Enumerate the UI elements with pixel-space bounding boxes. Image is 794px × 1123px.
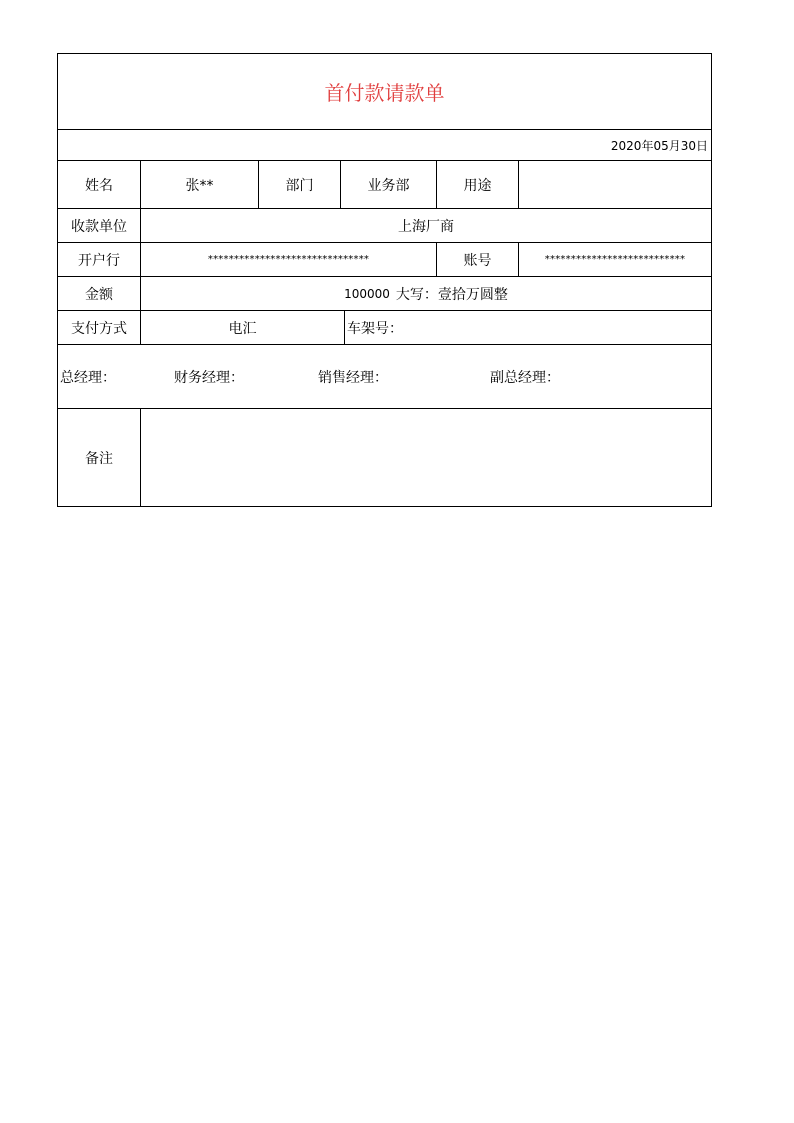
payee-value: 上海厂商: [141, 209, 711, 243]
department-value: 业务部: [341, 161, 437, 209]
name-label: 姓名: [58, 161, 141, 209]
vin-label: 车架号：: [345, 311, 711, 345]
remarks-value: [141, 409, 711, 506]
form-title: 首付款请款单: [58, 54, 711, 130]
signature-row: [58, 345, 711, 409]
amount-label: 金额: [58, 277, 141, 311]
account-label: 账号: [437, 243, 519, 277]
form-date: 2020年05月30日: [58, 130, 711, 161]
purpose-label: 用途: [437, 161, 519, 209]
amount-in-words: 大写：壹拾万圆整: [395, 286, 508, 303]
bank-label: 开户行: [58, 243, 141, 277]
name-value: 张**: [141, 161, 259, 209]
purpose-value: [519, 161, 711, 209]
payment-request-form: [57, 53, 712, 507]
general-manager-signature: 总经理：: [60, 369, 116, 386]
amount-value: [141, 277, 711, 311]
deputy-manager-signature: 副总经理：: [490, 369, 560, 386]
finance-manager-signature: 财务经理：: [174, 369, 244, 386]
bank-value: *******************************: [141, 243, 437, 277]
account-value: ***************************: [519, 243, 711, 277]
amount-number: 100000: [344, 286, 390, 301]
sales-manager-signature: 销售经理：: [318, 369, 388, 386]
payee-label: 收款单位: [58, 209, 141, 243]
payment-method-label: 支付方式: [58, 311, 141, 345]
department-label: 部门: [259, 161, 341, 209]
remarks-label: 备注: [58, 409, 141, 506]
payment-method-value: 电汇: [141, 311, 345, 345]
